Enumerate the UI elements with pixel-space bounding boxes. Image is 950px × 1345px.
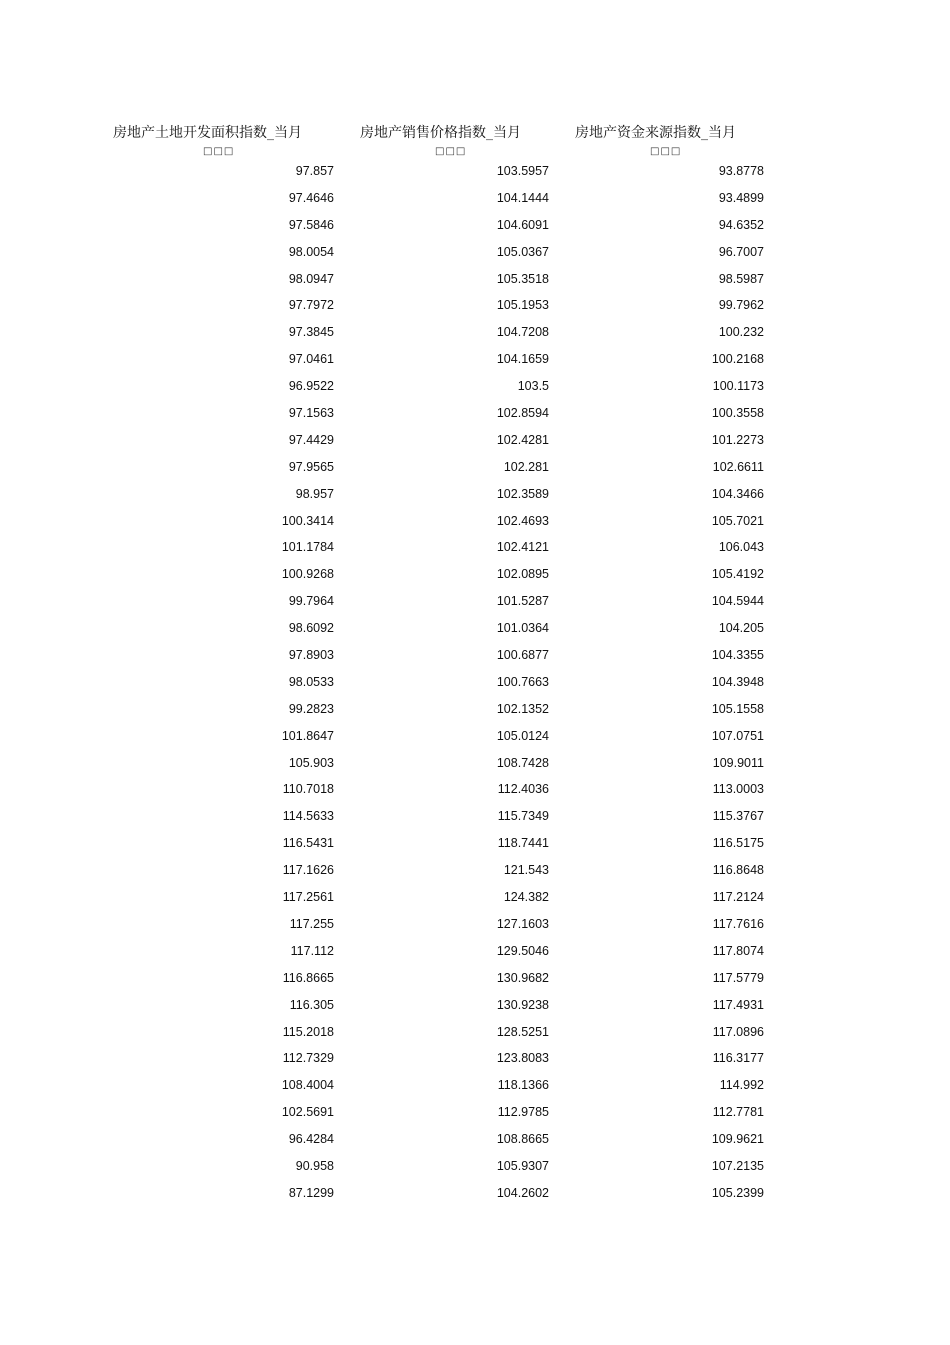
cell-land-development: 116.5431 xyxy=(282,836,334,851)
table-row xyxy=(0,537,950,564)
cell-funding-source: 98.5987 xyxy=(718,271,764,286)
cell-funding-source: 102.6611 xyxy=(712,459,764,474)
cell-sales-price: 118.1366 xyxy=(497,1078,549,1093)
cell-sales-price: 118.7441 xyxy=(497,836,549,851)
cell-funding-source: 109.9621 xyxy=(711,1132,764,1147)
column-unit-funding-source: □□□ xyxy=(650,146,682,157)
cell-land-development: 97.4429 xyxy=(288,432,334,447)
cell-funding-source: 117.2124 xyxy=(712,890,764,905)
table-row xyxy=(0,349,950,376)
cell-land-development: 115.2018 xyxy=(282,1024,334,1039)
cell-sales-price: 129.5046 xyxy=(496,943,549,958)
column-unit-sales-price: □□□ xyxy=(435,146,467,157)
cell-funding-source: 107.2135 xyxy=(711,1158,764,1173)
cell-land-development: 98.0533 xyxy=(288,674,334,689)
cell-land-development: 102.5691 xyxy=(281,1105,334,1120)
cell-funding-source: 104.3355 xyxy=(711,648,764,663)
cell-funding-source: 116.5175 xyxy=(712,836,764,851)
cell-sales-price: 124.382 xyxy=(503,890,549,905)
table-row xyxy=(0,1102,950,1129)
table-row xyxy=(0,806,950,833)
table-row xyxy=(0,403,950,430)
table-row xyxy=(0,1022,950,1049)
cell-land-development: 114.5633 xyxy=(282,809,334,824)
cell-funding-source: 100.2168 xyxy=(711,352,764,367)
cell-land-development: 98.957 xyxy=(295,486,334,501)
cell-sales-price: 102.281 xyxy=(503,459,549,474)
table-row xyxy=(0,995,950,1022)
cell-sales-price: 102.4693 xyxy=(496,513,549,528)
cell-sales-price: 105.9307 xyxy=(496,1158,549,1173)
table-row xyxy=(0,591,950,618)
cell-funding-source: 116.3177 xyxy=(712,1051,764,1066)
cell-sales-price: 102.4121 xyxy=(496,540,549,555)
table-row xyxy=(0,753,950,780)
table-row xyxy=(0,1075,950,1102)
cell-sales-price: 130.9682 xyxy=(496,970,549,985)
cell-land-development: 97.4646 xyxy=(288,190,334,205)
table-row xyxy=(0,779,950,806)
cell-land-development: 97.3845 xyxy=(288,325,334,340)
cell-funding-source: 106.043 xyxy=(718,540,764,555)
cell-sales-price: 128.5251 xyxy=(496,1024,549,1039)
table-row xyxy=(0,860,950,887)
cell-sales-price: 115.7349 xyxy=(497,809,549,824)
cell-land-development: 117.1626 xyxy=(282,863,334,878)
table-row xyxy=(0,833,950,860)
cell-sales-price: 102.4281 xyxy=(496,432,549,447)
table-row xyxy=(0,699,950,726)
cell-funding-source: 94.6352 xyxy=(718,217,764,232)
cell-funding-source: 93.4899 xyxy=(718,190,764,205)
table-row xyxy=(0,672,950,699)
cell-land-development: 97.5846 xyxy=(288,217,334,232)
cell-land-development: 96.9522 xyxy=(288,379,334,394)
table-row xyxy=(0,215,950,242)
table-row xyxy=(0,484,950,511)
cell-funding-source: 104.3466 xyxy=(711,486,764,501)
cell-sales-price: 102.8594 xyxy=(496,406,549,421)
table-row xyxy=(0,1129,950,1156)
table-row xyxy=(0,322,950,349)
cell-land-development: 97.0461 xyxy=(288,352,334,367)
cell-funding-source: 117.0896 xyxy=(712,1024,764,1039)
cell-funding-source: 117.4931 xyxy=(712,997,764,1012)
cell-sales-price: 103.5957 xyxy=(496,164,549,178)
table-row xyxy=(0,914,950,941)
table-row xyxy=(0,457,950,484)
cell-funding-source: 105.4192 xyxy=(711,567,764,582)
cell-sales-price: 130.9238 xyxy=(496,997,549,1012)
cell-land-development: 87.1299 xyxy=(288,1185,334,1200)
table-row xyxy=(0,430,950,457)
cell-land-development: 105.903 xyxy=(288,755,334,770)
cell-funding-source: 101.2273 xyxy=(711,432,764,447)
cell-funding-source: 112.7781 xyxy=(712,1105,764,1120)
cell-land-development: 96.4284 xyxy=(288,1132,334,1147)
cell-sales-price: 102.1352 xyxy=(496,701,549,716)
cell-sales-price: 104.1659 xyxy=(496,352,549,367)
cell-land-development: 98.0054 xyxy=(288,244,334,259)
cell-sales-price: 104.1444 xyxy=(496,190,549,205)
cell-sales-price: 105.3518 xyxy=(496,271,549,286)
cell-funding-source: 99.7962 xyxy=(718,298,764,313)
table-row xyxy=(0,161,950,188)
cell-funding-source: 93.8778 xyxy=(718,164,764,178)
table-row xyxy=(0,941,950,968)
cell-land-development: 97.8903 xyxy=(288,648,334,663)
table-row xyxy=(0,564,950,591)
column-header-sales-price: 房地产销售价格指数_当月 xyxy=(360,125,521,141)
cell-funding-source: 109.9011 xyxy=(712,755,764,770)
cell-sales-price: 105.0367 xyxy=(496,244,549,259)
table-row xyxy=(0,1156,950,1183)
cell-funding-source: 113.0003 xyxy=(712,782,764,797)
cell-sales-price: 101.5287 xyxy=(496,594,549,609)
cell-funding-source: 105.2399 xyxy=(711,1185,764,1200)
cell-sales-price: 100.7663 xyxy=(496,674,549,689)
cell-funding-source: 114.992 xyxy=(719,1078,764,1093)
data-table-body xyxy=(0,161,950,1210)
cell-funding-source: 116.8648 xyxy=(712,863,764,878)
cell-land-development: 117.255 xyxy=(289,916,334,931)
table-row xyxy=(0,968,950,995)
cell-land-development: 100.3414 xyxy=(281,513,334,528)
cell-funding-source: 104.3948 xyxy=(711,674,764,689)
cell-land-development: 99.2823 xyxy=(288,701,334,716)
cell-funding-source: 100.3558 xyxy=(711,406,764,421)
cell-sales-price: 104.2602 xyxy=(496,1185,549,1200)
cell-land-development: 116.305 xyxy=(289,997,334,1012)
cell-land-development: 97.857 xyxy=(295,164,334,178)
cell-sales-price: 127.1603 xyxy=(496,916,549,931)
cell-funding-source: 115.3767 xyxy=(712,809,764,824)
cell-funding-source: 117.7616 xyxy=(712,916,764,931)
column-header-funding-source: 房地产资金来源指数_当月 xyxy=(575,125,736,141)
table-row xyxy=(0,645,950,672)
cell-land-development: 110.7018 xyxy=(282,782,334,797)
cell-land-development: 90.958 xyxy=(295,1158,334,1173)
cell-sales-price: 108.8665 xyxy=(496,1132,549,1147)
cell-land-development: 100.9268 xyxy=(281,567,334,582)
table-row xyxy=(0,269,950,296)
cell-funding-source: 117.8074 xyxy=(712,943,764,958)
cell-land-development: 112.7329 xyxy=(282,1051,334,1066)
cell-land-development: 97.9565 xyxy=(288,459,334,474)
cell-sales-price: 103.5 xyxy=(517,379,549,394)
cell-land-development: 101.8647 xyxy=(281,728,334,743)
cell-land-development: 99.7964 xyxy=(288,594,334,609)
cell-sales-price: 112.9785 xyxy=(497,1105,549,1120)
cell-funding-source: 107.0751 xyxy=(711,728,764,743)
cell-funding-source: 104.205 xyxy=(718,621,764,636)
cell-sales-price: 105.0124 xyxy=(496,728,549,743)
cell-land-development: 116.8665 xyxy=(282,970,334,985)
table-row xyxy=(0,726,950,753)
table-row xyxy=(0,887,950,914)
cell-funding-source: 117.5779 xyxy=(712,970,764,985)
cell-sales-price: 100.6877 xyxy=(496,648,549,663)
column-header-land-development: 房地产土地开发面积指数_当月 xyxy=(113,125,302,141)
cell-sales-price: 101.0364 xyxy=(496,621,549,636)
cell-sales-price: 112.4036 xyxy=(497,782,549,797)
cell-sales-price: 104.6091 xyxy=(496,217,549,232)
cell-land-development: 97.7972 xyxy=(288,298,334,313)
cell-land-development: 97.1563 xyxy=(288,406,334,421)
table-row xyxy=(0,1183,950,1210)
cell-funding-source: 100.232 xyxy=(718,325,764,340)
cell-sales-price: 108.7428 xyxy=(496,755,549,770)
table-row xyxy=(0,618,950,645)
cell-land-development: 117.112 xyxy=(290,943,334,958)
cell-land-development: 101.1784 xyxy=(281,540,334,555)
table-row xyxy=(0,242,950,269)
cell-land-development: 98.0947 xyxy=(288,271,334,286)
cell-sales-price: 105.1953 xyxy=(496,298,549,313)
cell-funding-source: 100.1173 xyxy=(712,379,764,394)
column-unit-land-development: □□□ xyxy=(203,146,235,157)
table-row xyxy=(0,511,950,538)
cell-land-development: 108.4004 xyxy=(281,1078,334,1093)
table-row xyxy=(0,1048,950,1075)
cell-funding-source: 105.7021 xyxy=(711,513,764,528)
cell-funding-source: 105.1558 xyxy=(711,701,764,716)
cell-sales-price: 102.0895 xyxy=(496,567,549,582)
cell-sales-price: 104.7208 xyxy=(496,325,549,340)
table-row xyxy=(0,295,950,322)
cell-funding-source: 104.5944 xyxy=(711,594,764,609)
table-row xyxy=(0,376,950,403)
cell-land-development: 98.6092 xyxy=(288,621,334,636)
cell-land-development: 117.2561 xyxy=(282,890,334,905)
cell-sales-price: 123.8083 xyxy=(496,1051,549,1066)
table-row xyxy=(0,188,950,215)
cell-sales-price: 102.3589 xyxy=(496,486,549,501)
cell-sales-price: 121.543 xyxy=(503,863,549,878)
cell-funding-source: 96.7007 xyxy=(718,244,764,259)
